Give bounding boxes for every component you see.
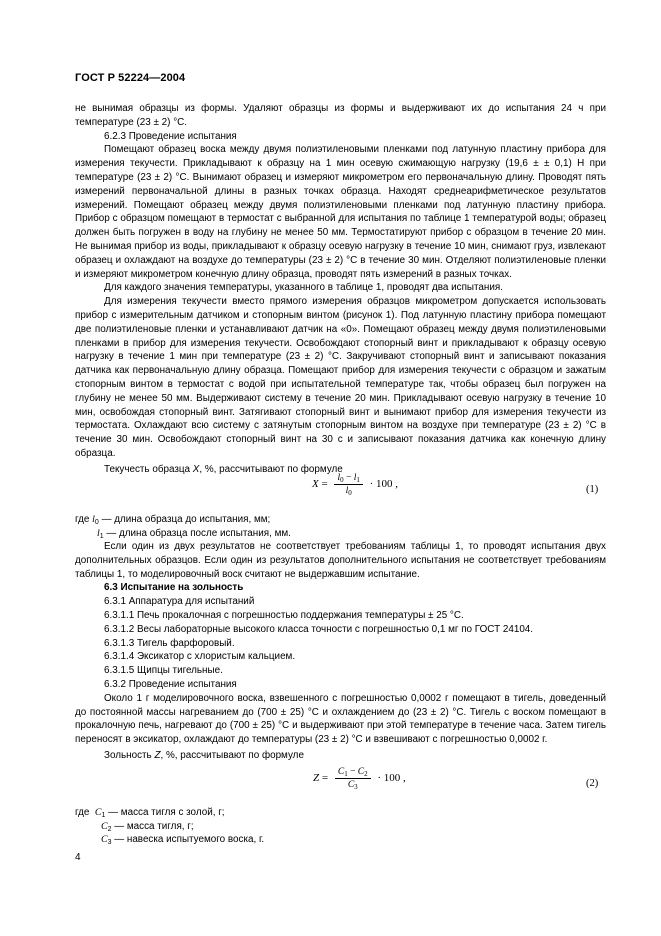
formula-fluidity: X = $\frac{l_0 - l_1}{l_0}$ · 100 , xyxy=(312,473,399,497)
heading-6-2-3: 6.2.3 Проведение испытания xyxy=(104,130,237,142)
paragraph-two-tests: Для каждого значения температуры, указанного в таблице 1, проводят два испытания. xyxy=(104,282,503,294)
paragraph-test-procedure: Помещают образец воска между двумя полиэтиленовыми пленками под латунную пластину прибора для измерения текучести. Прикладывают к образцу на 1 мин осевую сжимающую нагрузку (19,6 ± ± 0,1) Н при температуре (23 ± 2) °С. Вынимают образец и измеряют микрометром его первоначальную длину. Проводят пять измерений первоначальной длины в разных точках образца. Находят среднеарифметическое результатов измерений. Помещают образец между двумя полиэтиленовыми пленками под латунную пластину прибора. Прибор с образцом помещают в термостат с выбранной для испытания по таблице 1 температурой воды; образец должен быть погружен в воду на глубину не менее 50 мм. Термостатируют прибор с образцом в течение 20 мин. Не вынимая прибор из воды, прикладывают к образцу осевую нагрузку в течение 10 мин, снимают груз, извлекают образец и охлаждают на воздухе до температуры (23 ± 2) °С в течение 30 мин. Отделяют полиэтиленовые пленки и измеряют микрометром конечную длину образца, проводят пять измерений в разных точках. xyxy=(75,144,606,280)
item-6-3-1-5: 6.3.1.5 Щипцы тигельные. xyxy=(104,665,223,677)
page-number: 4 xyxy=(75,852,81,863)
legend-formula-2: где $C_1$ — масса тигля с золой, г; $C_2$ — масса тигля, г; $C_3$ — навеска испытуемого воска, г. xyxy=(75,807,265,846)
paragraph-ash-formula-intro: Зольность Z, %, рассчитывают по формуле xyxy=(104,749,304,761)
formula-ash: Z = $\frac{C_1 - C_2}{C_3}$ · 100 , xyxy=(313,767,406,791)
heading-6-3: 6.3 Испытание на зольность xyxy=(104,582,244,594)
paragraph-retest: Если один из двух результатов не соответствует требованиям таблицы 1, то проводят испытания двух дополнительных образцов. Если один из результатов дополнительного испытания не соответствует требованиям таблицы 1, то моделировочный воск считают не выдержавшим испытание. xyxy=(75,541,606,580)
item-6-3-1-3: 6.3.1.3 Тигель фарфоровый. xyxy=(104,637,235,649)
item-6-3-1-1: 6.3.1.1 Печь прокалочная с погрешностью поддержания температуры ± 25 °С. xyxy=(104,609,464,621)
document-header: ГОСТ Р 52224—2004 xyxy=(75,72,186,84)
fraction-ash: $\frac{C_1 - C_2}{C_3}$ xyxy=(335,767,371,790)
paragraph-fluidity-formula-intro: Текучесть образца X, %, рассчитывают по формуле xyxy=(104,463,343,475)
fraction-fluidity: $\frac{l_0 - l_1}{l_0}$ xyxy=(334,473,362,496)
heading-6-3-2: 6.3.2 Проведение испытания xyxy=(104,678,237,690)
legend-formula-1: где $l_0$ — длина образца до испытания, мм; $l_1$ — длина образца после испытания, мм. xyxy=(75,514,291,540)
paragraph-sample-storage: не вынимая образцы из формы. Удаляют образцы из формы и выдерживают их до испытания 24 ч при температуре (23 ± 2) °С. xyxy=(75,103,606,128)
upper-text-block xyxy=(75,102,606,477)
heading-6-3-1: 6.3.1 Аппаратура для испытаний xyxy=(104,596,255,608)
middle-text-block xyxy=(75,540,606,763)
item-6-3-1-4: 6.3.1.4 Эксикатор с хлористым кальцием. xyxy=(104,651,296,663)
item-6-3-1-2: 6.3.1.2 Весы лабораторные высокого класса точности с погрешностью 0,1 мг по ГОСТ 24104. xyxy=(104,623,534,635)
var-z: Z xyxy=(154,749,161,761)
paragraph-gauge-method: Для измерения текучести вместо прямого измерения образцов микрометром допускается использовать прибор с измерительным датчиком и стопорным винтом (рисунок 1). Под латунную пластину прибора помещают две полиэтиленовые пленки и устанавливают датчик на «0». Помещают образец между двумя полиэтиленовыми пленками в прибор для измерения текучести. Освобождают стопорный винт и прикладывают к образцу осевую нагрузку в течение 1 мин при температуре (23 ± 2) °С. Закручивают стопорный винт и записывают показания датчика как первоначальную длину образца. Помещают прибор для измерения текучести с образцом и зажатым стопорным винтом в термостат с водой при испытательной температуре так, чтобы образец был погружен на глубину не менее 50 мм. Выдерживают систему в течение 20 мин. Прикладывают осевую нагрузку в течение 10 мин, освобождая стопорный винт. Затягивают стопорный винт и вынимают прибор для измерения текучести из термостата. Охлаждают всю систему с затянутым стопорным винтом на воздухе при температуре (23 ± 2) °С в течение 30 мин. Освобождают стопорный винт на 30 с и записывают показания датчика как конечную длину образца. xyxy=(75,296,606,459)
equation-number-1: (1) xyxy=(586,484,599,495)
var-x: X xyxy=(192,463,200,475)
paragraph-ash-procedure: Около 1 г моделировочного воска, взвешенного с погрешностью 0,0002 г помещают в тигель, доведенный до постоянной массы нагреванием до (700 ± 25) °С и охлаждением до (23 ± 2) °С. Тигель с воском помещают в прокалочную печь, нагревают до (700 ± 25) °С и выдерживают при этой температуре в течение часа. Затем тигель переносят в эксикатор, охлаждают до температуры (23 ± 2) °С и взвешивают с погрешностью 0,0002 г. xyxy=(75,692,606,746)
equation-number-2: (2) xyxy=(586,778,599,789)
